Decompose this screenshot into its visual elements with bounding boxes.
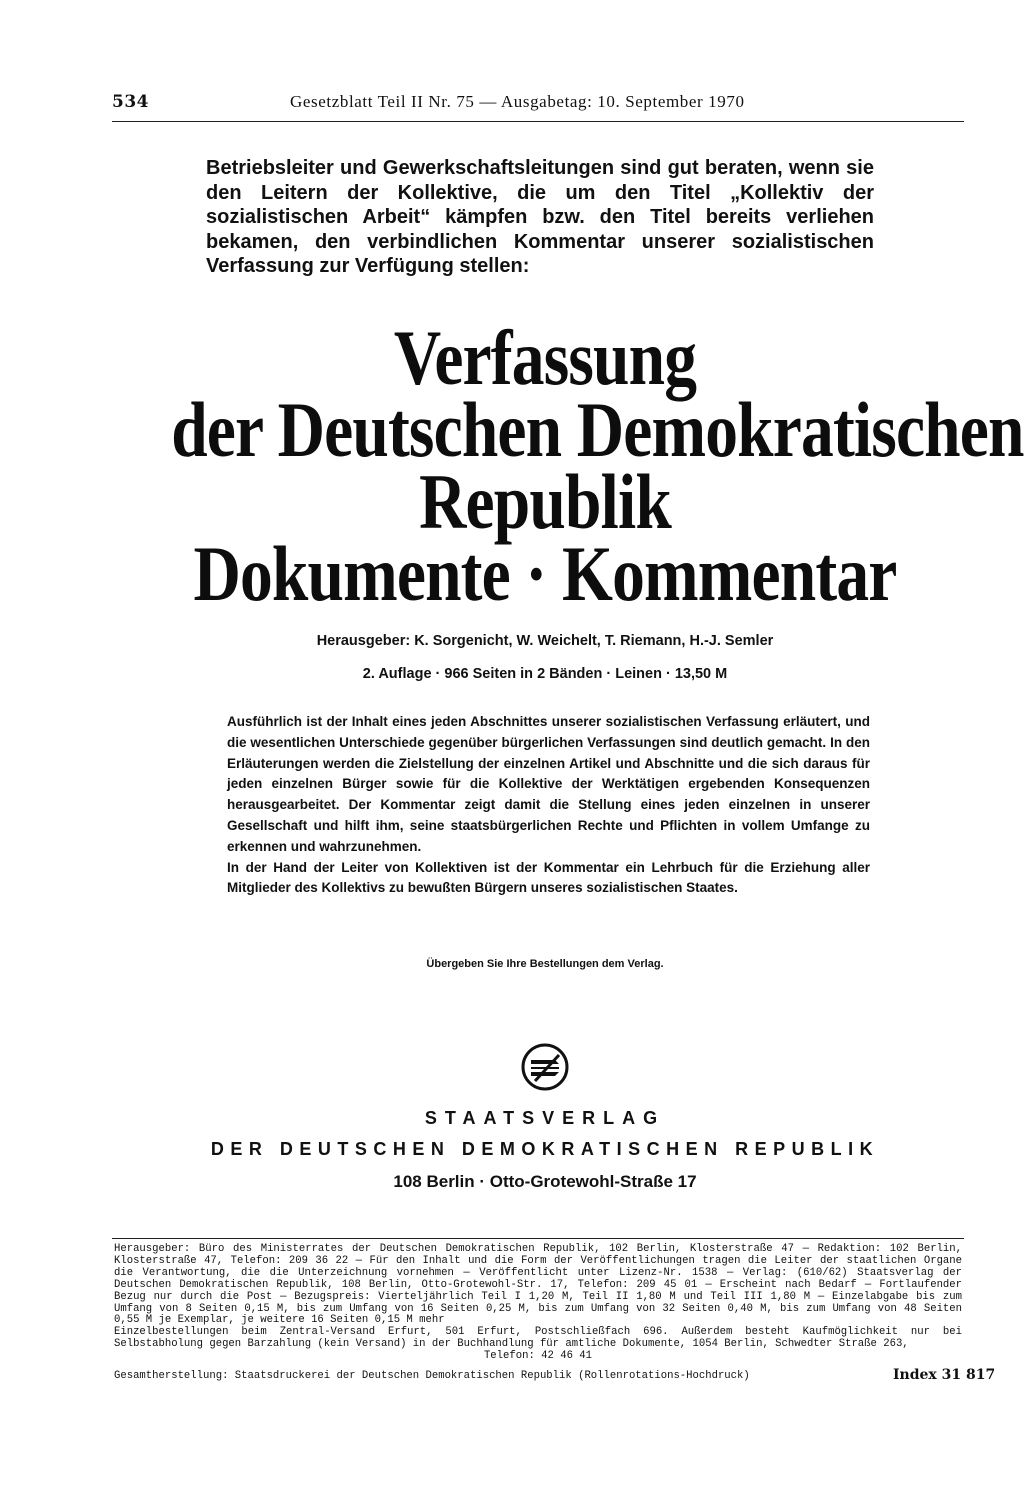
staatsverlag-logo-icon bbox=[521, 1043, 569, 1091]
title-line-2: der Deutschen Demokratischen bbox=[171, 386, 1024, 473]
description-paragraph-2: In der Hand der Leiter von Kollektiven ist der Kommentar ein Lehrbuch für die Erziehung aller Mitglieder des Kollektivs zu bewußten Bürgern unseres sozialistischen Staates. bbox=[227, 859, 870, 896]
book-title bbox=[171, 314, 1024, 617]
description bbox=[227, 712, 870, 899]
title-line-4: Dokumente · Kommentar bbox=[193, 530, 897, 617]
edition-line: 2. Auflage · 966 Seiten in 2 Bänden · Leinen · 13,50 M bbox=[362, 666, 728, 682]
order-note: Übergeben Sie Ihre Bestellungen dem Verlag. bbox=[426, 958, 664, 970]
imprint bbox=[114, 1244, 962, 1363]
page-number: 534 bbox=[112, 92, 149, 112]
running-title: Gesetzblatt Teil II Nr. 75 — Ausgabetag: 10. September 1970 bbox=[290, 92, 745, 111]
description-paragraph-1: Ausführlich ist der Inhalt eines jeden Abschnittes unserer sozialistischen Verfassung erläutert, und die wesentlichen Unterschiede gegenüber bürgerlichen Verfassungen sind deutlich gemacht. In den Erläuterungen werden die Zielstellung der einzelnen Artikel und Abschnitte und die sich daraus für jeden einzelnen Bürger sowie für die Kollektive der Werktätigen ergebenden Konsequenzen herausgearbeitet. Der Kommentar zeigt damit die Stellung eines jeden einzelnen in unserer Gesellschaft und hilft ihm, seine staatsbürgerlichen Rechte und Pflichten in vollem Umfange zu erkennen und wahrzunehmen. bbox=[227, 714, 870, 854]
publisher-subtitle: DER DEUTSCHEN DEMOKRATISCHEN REPUBLIK bbox=[210, 1139, 880, 1159]
title-line-1: Verfassung bbox=[393, 314, 697, 401]
header-divider bbox=[112, 121, 964, 122]
index-number: Index 31 817 bbox=[893, 1367, 996, 1383]
title-line-3: Republik bbox=[419, 458, 671, 545]
publisher-address: 108 Berlin · Otto-Grotewohl-Straße 17 bbox=[393, 1172, 697, 1191]
publisher-name: STAATSVERLAG bbox=[424, 1108, 666, 1128]
intro-paragraph: Betriebsleiter und Gewerkschaftsleitungen sind gut beraten, wenn sie den Leitern der Kollektive, die um den Titel „Kollektiv der sozialistischen Arbeit“ kämpfen bzw. den Titel bereits verliehen bekamen, den verbindlichen Kommentar unserer sozialistischen Verfassung zur Verfügung stellen: bbox=[206, 157, 874, 277]
imprint-phone: Telefon: 42 46 41 bbox=[483, 1350, 593, 1363]
editors-line: Herausgeber: K. Sorgenicht, W. Weichelt, T. Riemann, H.-J. Semler bbox=[316, 633, 774, 649]
imprint-orders: Einzelbestellungen beim Zentral-Versand Erfurt, 501 Erfurt, Postschließfach 696. Außerdem besteht Kaufmöglichkeit nur bei Selbstabholung gegen Barzahlung (kein Versand) in der Buchhandlung für amtliche Dokumente, 1054 Berlin, Schwedter Straße 263, bbox=[114, 1326, 962, 1351]
footer-divider bbox=[112, 1238, 964, 1239]
imprint-text: Herausgeber: Büro des Ministerrates der Deutschen Demokratischen Republik, 102 Berlin, Klosterstraße 47 — Redaktion: 102 Berlin, Klosterstraße 47, Telefon: 209 36 22 — Für den Inhalt und die Form der Veröffentlichungen tragen die Leiter der staatlichen Organe die Verantwortung, die die Unterzeichnung vornehmen — Veröffentlicht unter Lizenz-Nr. 1538 — Verlag: (610/62) Staatsverlag der Deutschen Demokratischen Republik, 108 Berlin, Otto-Grotewohl-Str. 17, Telefon: 209 45 01 — Erscheint nach Bedarf — Fortlaufender Bezug nur durch die Post — Bezugspreis: Vierteljährlich Teil I 1,20 M, Teil II 1,80 M und Teil III 1,80 M — Einzelabgabe bis zum Umfang von 8 Seiten 0,15 M, bis zum Umfang von 16 Seiten 0,25 M, bis zum Umfang von 32 Seiten 0,40 M, bis zum Umfang von 48 Seiten 0,55 M je Exemplar, je weitere 16 Seiten 0,15 M mehr bbox=[114, 1243, 962, 1327]
printer-line: Gesamtherstellung: Staatsdruckerei der Deutschen Demokratischen Republik (Rollenrotations-Hochdruck) bbox=[114, 1370, 750, 1382]
